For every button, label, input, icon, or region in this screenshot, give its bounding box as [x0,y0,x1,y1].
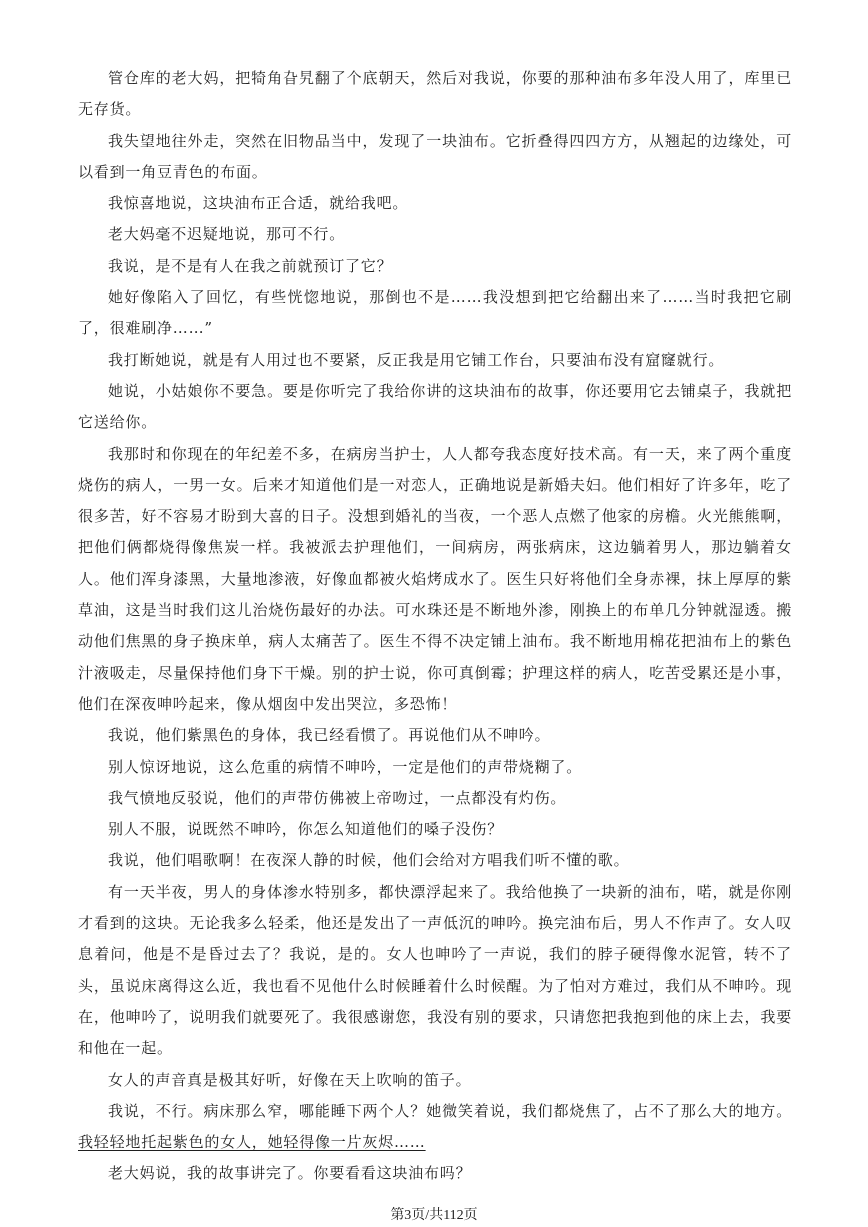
paragraph: 老大妈毫不迟疑地说，那可不行。 [108,225,346,244]
paragraph: 她说，小姑娘你不要急。要是你听完了我给你讲的这块油布的故事，你还要用它去铺桌子，我就把它送给你。 [78,381,792,432]
paragraph: 我气愤地反驳说，他们的声带仿佛被上帝吻过，一点都没有灼伤。 [108,788,567,807]
paragraph: 她好像陷入了回忆，有些恍惚地说，那倒也不是……我没想到把它给翻出来了……当时我把它刷了，很难刷净……” [78,288,792,338]
paragraph: 我惊喜地说，这块油布正合适，就给我吧。 [108,194,409,213]
paragraph: 我失望地往外走，突然在旧物品当中，发现了一块油布。它折叠得四四方方，从翘起的边缘处，可以看到一角豆青色的布面。 [78,131,792,181]
underlined-sentence: 我轻轻地托起紫色的女人，她轻得像一片灰烬…… [78,1133,426,1152]
paragraph: 别人惊讶地说，这么危重的病情不呻吟，一定是他们的声带烧糊了。 [108,757,583,776]
paragraph: 我说，是不是有人在我之前就预订了它？ [108,256,393,275]
paragraph: 老大妈说，我的故事讲完了。你要看看这块油布吗？ [108,1164,472,1183]
paragraph: 别人不服，说既然不呻吟，你怎么知道他们的嗓子没伤？ [108,820,504,839]
paragraph: 我打断她说，就是有人用过也不要紧，反正我是用它铺工作台，只要油布没有窟窿就行。 [108,350,725,369]
paragraph: 我那时和你现在的年纪差不多，在病房当护士，人人都夸我态度好技术高。有一天，来了两个重度烧伤的病人，一男一女。后来才知道他们是一对恋人，正确地说是新婚夫妇。他们相好了许多年，吃了很多苦，好不容易才盼到大喜的日子。没想到婚礼的当夜，一个恶人点燃了他家的房檐。火光熊熊啊，把他们俩都烧得像焦炭一样。我被派去护理他们，一间病房，两张病床，这边躺着男人，那边躺着女人。他们浑身漆黑，大量地渗液，好像血都被火焰烤成水了。医生只好将他们全身赤裸，抹上厚厚的紫草油，这是当时我们这儿治烧伤最好的办法。可水珠还是不断地外渗，刚换上的布单几分钟就湿透。搬动他们焦黑的身子换床单，病人太痛苦了。医生不得不决定铺上油布。我不断地用棉花把油布上的紫色汁液吸走，尽量保持他们身下干燥。别的护士说，你可真倒霉；护理这样的病人，吃苦受累还是小事，他们在深夜呻吟起来，像从烟囱中发出哭泣，多恐怖！ [78,444,792,713]
paragraph-plain-part: 我说，不行。病床那么窄，哪能睡下两个人？她微笑着说，我们都烧焦了，占不了那么大的地方。 [108,1101,792,1120]
paragraph: 管仓库的老大妈，把犄角旮旯翻了个底朝天，然后对我说，你要的那种油布多年没人用了，库里已无存货。 [78,69,792,119]
paragraph: 我说，他们唱歌啊！在夜深人静的时候，他们会给对方唱我们听不懂的歌。 [108,851,630,870]
paragraph: 有一天半夜，男人的身体渗水特别多，都快漂浮起来了。我给他换了一块新的油布，喏，就是你刚才看到的这块。无论我多么轻柔，他还是发出了一声低沉的呻吟。换完油布后，男人不作声了。女人叹息着问，他是不是昏过去了？我说，是的。女人也呻吟了一声说，我们的脖子硬得像水泥管，转不了头，虽说床离得这么近，我也看不见他什么时候睡着什么时候醒。为了怕对方难过，我们从不呻吟。现在，他呻吟了，说明我们就要死了。我很感谢您，我没有别的要求，只请您把我抱到他的床上去，我要和他在一起。 [78,882,792,1058]
article-body [78,63,792,1190]
paragraph: 女人的声音真是极其好听，好像在天上吹响的笛子。 [108,1070,472,1089]
paragraph-with-underline [78,1096,792,1159]
page-number-footer: 第3页/共112页 [390,1208,478,1223]
paragraph: 我说，他们紫黑色的身体，我已经看惯了。再说他们从不呻吟。 [108,726,551,745]
